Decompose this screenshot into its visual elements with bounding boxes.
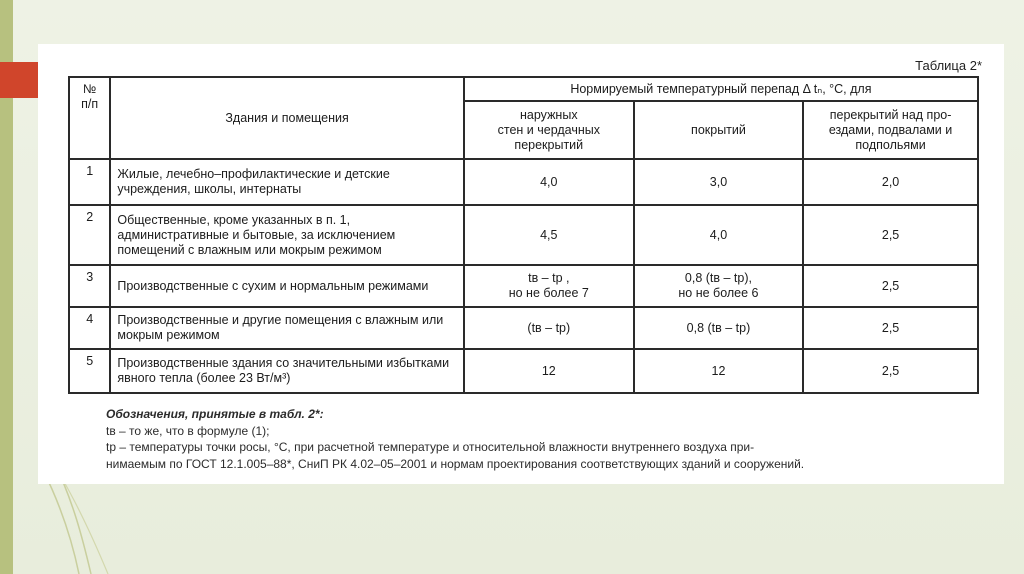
table-row: [69, 349, 978, 393]
header-group: Нормируемый температурный перепад Δ tₙ, °С, для: [464, 77, 978, 101]
row-value-roofs: 12: [634, 349, 803, 393]
header-col2: покрытий: [634, 101, 803, 159]
row-value-walls: tв – tр , но не более 7: [464, 265, 634, 307]
row-num: 5: [69, 349, 110, 393]
row-name: Общественные, кроме указанных в п. 1, административные и бытовые, за исключением помещений с влажным или мокрым режимом: [110, 205, 463, 265]
table-row: [69, 205, 978, 265]
row-name: Жилые, лечебно–профилактические и детские учреждения, школы, интернаты: [110, 159, 463, 205]
header-col1: наружных стен и чердачных перекрытий: [464, 101, 634, 159]
row-value-roofs: 0,8 (tв – tр), но не более 6: [634, 265, 803, 307]
table-header-row: [69, 77, 978, 101]
table-row: [69, 265, 978, 307]
row-num: 1: [69, 159, 110, 205]
norms-table: [68, 76, 979, 394]
row-value-walls: 4,5: [464, 205, 634, 265]
row-num: 2: [69, 205, 110, 265]
table-label: Таблица 2*: [915, 58, 982, 73]
row-value-floors: 2,5: [803, 307, 978, 349]
row-value-floors: 2,0: [803, 159, 978, 205]
row-value-walls: 4,0: [464, 159, 634, 205]
row-num: 4: [69, 307, 110, 349]
row-name: Производственные здания со значительными избытками явного тепла (более 23 Вт/м³): [110, 349, 463, 393]
row-value-walls: 12: [464, 349, 634, 393]
row-value-walls: (tв – tр): [464, 307, 634, 349]
document-panel: [38, 44, 1004, 484]
header-num: № п/п: [69, 77, 110, 159]
left-accent-block: [0, 62, 38, 98]
row-name: Производственные с сухим и нормальным режимами: [110, 265, 463, 307]
header-col3: перекрытий над про- ездами, подвалами и подпольями: [803, 101, 978, 159]
header-name: Здания и помещения: [110, 77, 463, 159]
row-value-floors: 2,5: [803, 205, 978, 265]
notes-line: tр – температуры точки росы, °С, при расчетной температуре и относительной влажности внутреннего воздуха при-: [106, 440, 755, 455]
row-value-roofs: 3,0: [634, 159, 803, 205]
table-row: [69, 159, 978, 205]
row-value-floors: 2,5: [803, 349, 978, 393]
row-value-roofs: 0,8 (tв – tр): [634, 307, 803, 349]
notes-block: [106, 406, 986, 472]
notes-title: Обозначения, принятые в табл. 2*:: [106, 407, 324, 421]
row-name: Производственные и другие помещения с влажным или мокрым режимом: [110, 307, 463, 349]
row-value-roofs: 4,0: [634, 205, 803, 265]
notes-line: tв – то же, что в формуле (1);: [106, 423, 270, 438]
notes-line: нимаемым по ГОСТ 12.1.005–88*, СниП РК 4.02–05–2001 и нормам проектирования соответствующих зданий и сооружений.: [106, 456, 805, 471]
table-row: [69, 307, 978, 349]
row-value-floors: 2,5: [803, 265, 978, 307]
row-num: 3: [69, 265, 110, 307]
